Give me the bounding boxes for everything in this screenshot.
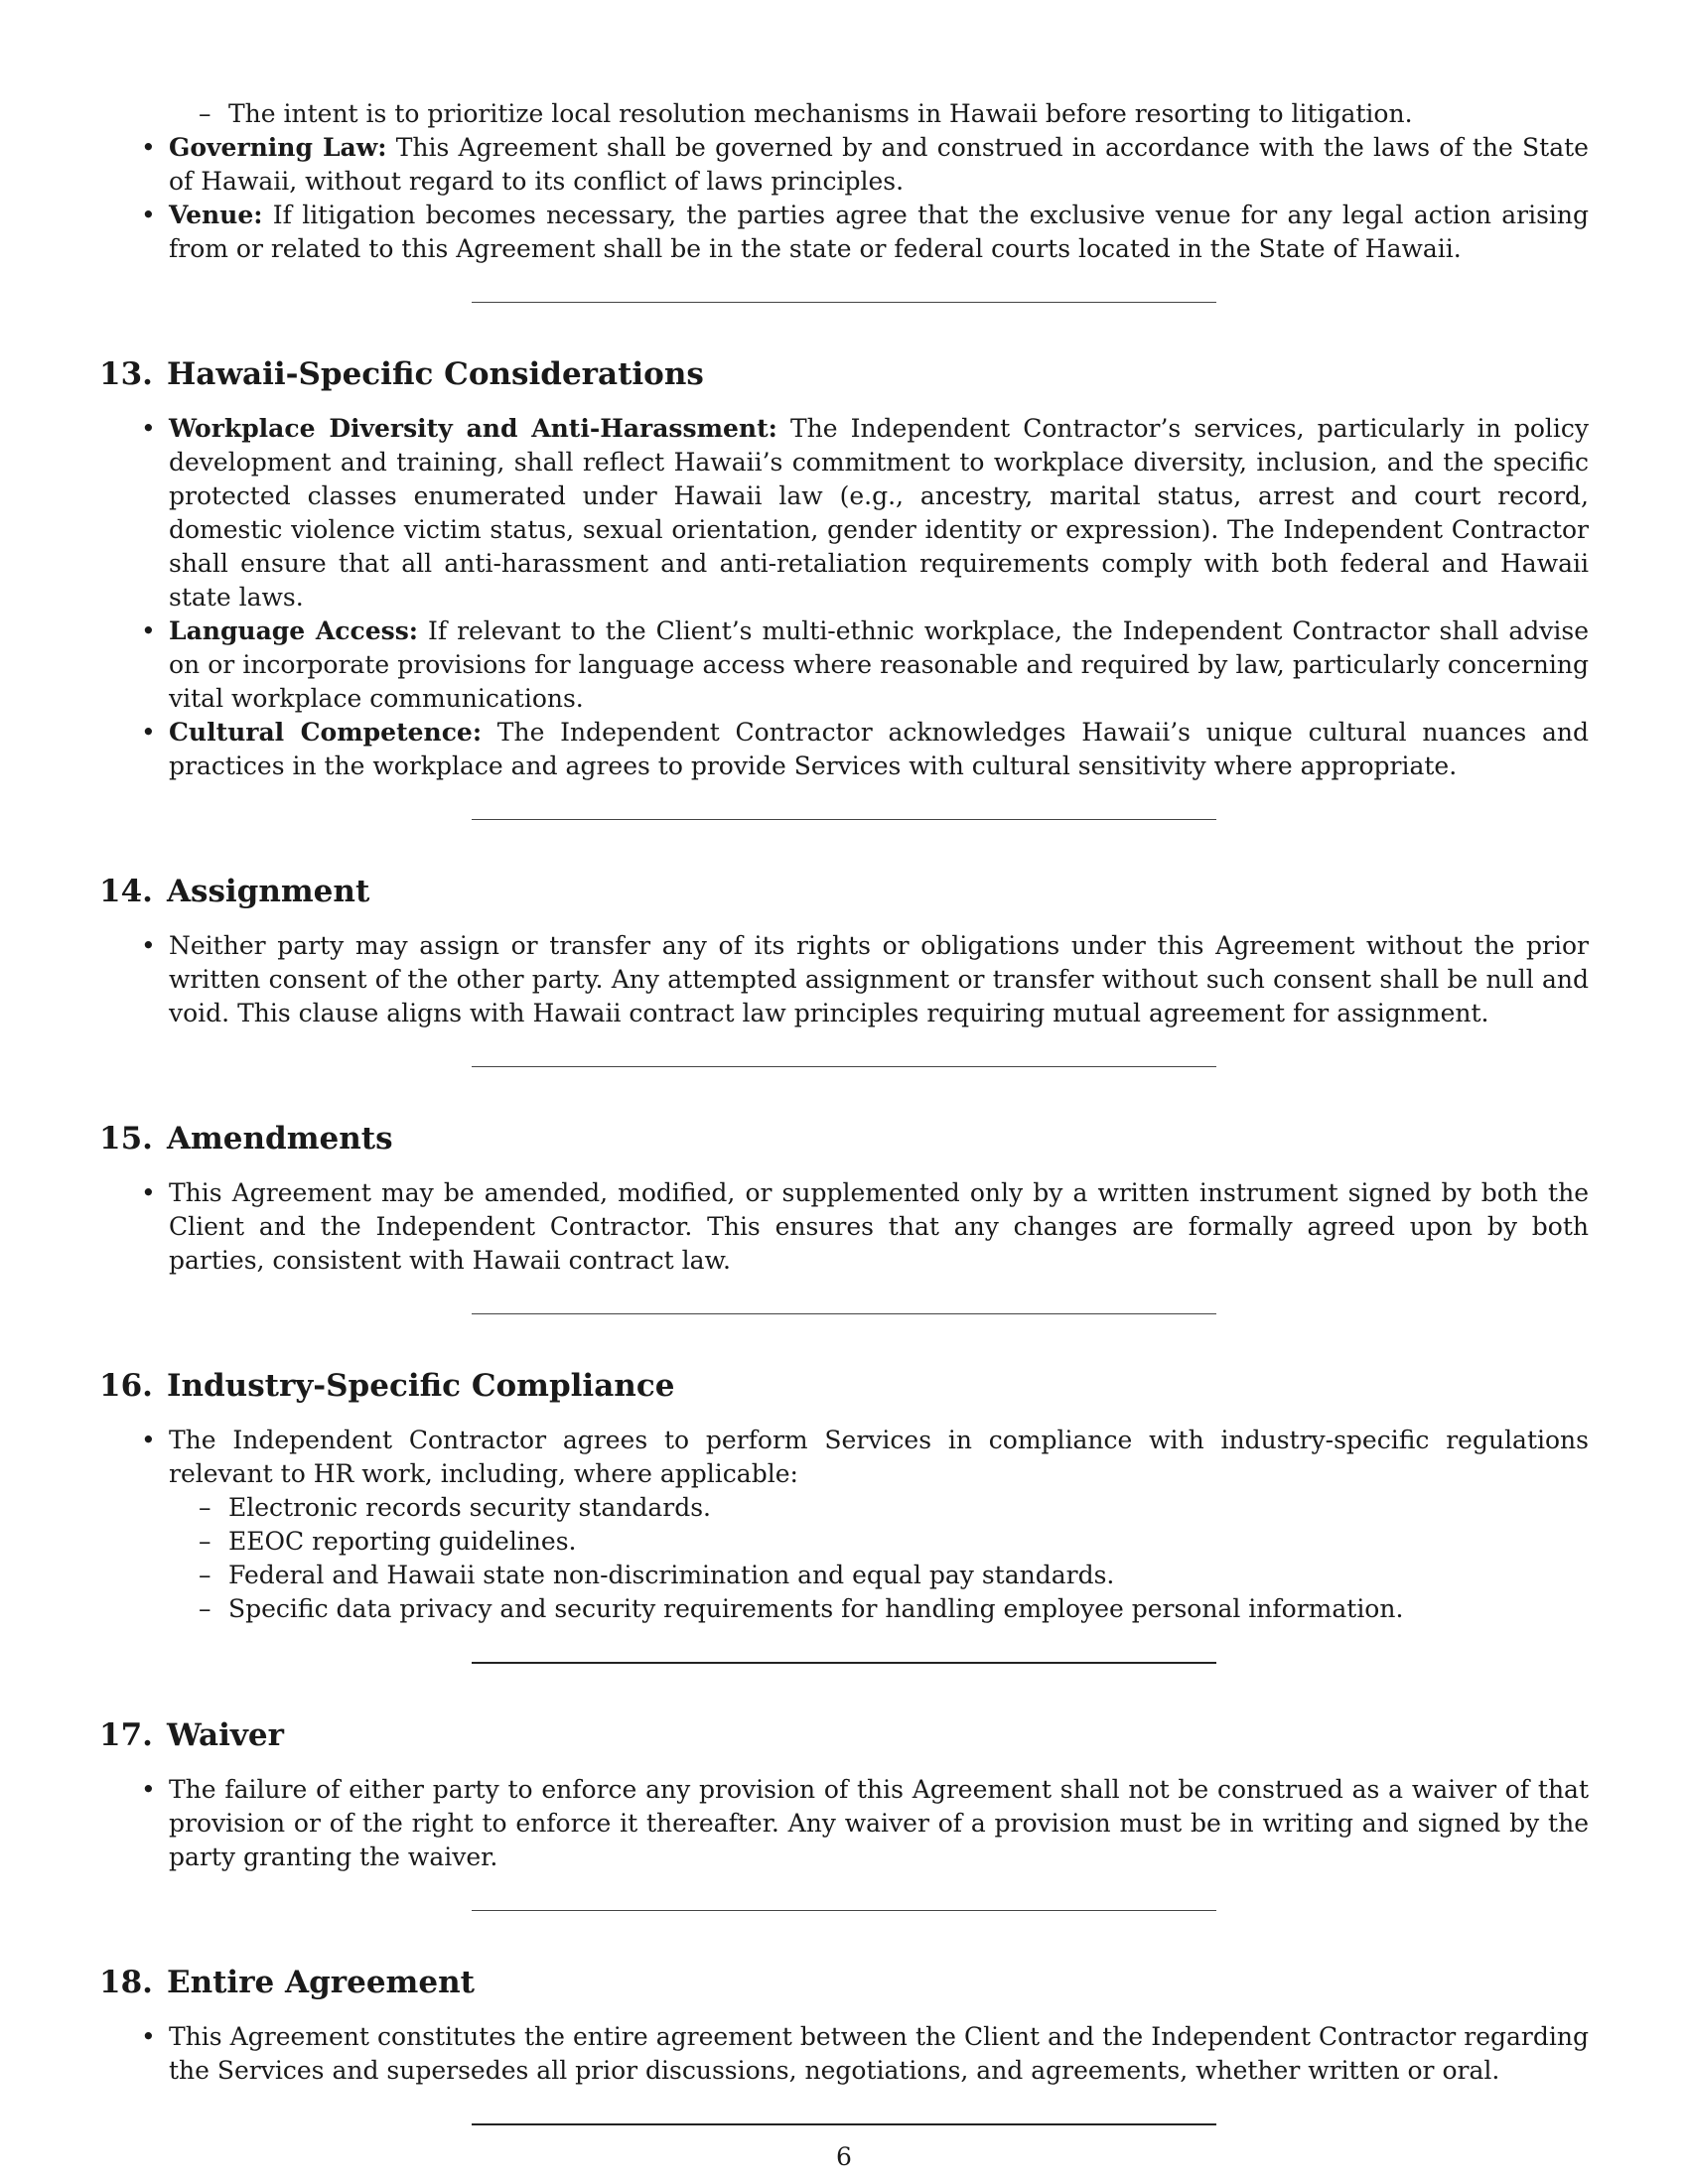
section-divider	[472, 819, 1216, 820]
section-heading-16	[99, 1366, 1589, 1406]
bullet-marker: •	[141, 201, 156, 229]
bullet-industry-compliance	[141, 1424, 1589, 1626]
sub-item	[199, 1592, 1589, 1626]
page-content	[99, 97, 1589, 2125]
section-title: Entire Agreement	[166, 1965, 475, 2000]
section-title: Hawaii-Specific Considerations	[166, 356, 704, 392]
section-divider	[472, 1066, 1216, 1067]
bullet-term: Cultural Competence:	[169, 718, 483, 747]
bullet-list	[99, 412, 1589, 783]
bullet-text: The Independent Contractor acknowledges Hawaii’s unique cultural nuances and practices in the workplace and agrees to provide Services with cultural sensitivity where appropriate.	[169, 718, 1589, 780]
sub-item	[199, 1559, 1589, 1592]
bullet-venue	[141, 199, 1589, 266]
section-number: 17.	[99, 1717, 153, 1753]
section-divider	[472, 1662, 1216, 1664]
sub-item-text: Federal and Hawaii state non-discrimination and equal pay standards.	[228, 1561, 1115, 1589]
bullet-language-access	[141, 614, 1589, 716]
page-number: 6	[836, 2142, 852, 2171]
section-title: Industry-Specific Compliance	[166, 1368, 675, 1404]
dash-marker: –	[199, 1561, 211, 1589]
dash-marker: –	[199, 1527, 211, 1556]
bullet-list	[99, 1176, 1589, 1278]
section-number: 18.	[99, 1965, 153, 2000]
sub-item-text: EEOC reporting guidelines.	[228, 1527, 577, 1556]
bullet-text: The Independent Contractor’s services, particularly in policy development and training, shall reflect Hawaii’s commitment to workplace diversity, inclusion, and the specific protected classes enumerated under Hawaii law (e.g., ancestry, marital status, arrest and court record, domestic violence victim status, sexual orientation, gender identity or expression). The Independent Contractor shall ensure that all anti-harassment and anti-retaliation requirements comply with both federal and Hawaii state laws.	[169, 414, 1590, 612]
bullet-list	[99, 1773, 1589, 1874]
bullet-text: This Agreement shall be governed by and construed in accordance with the laws of the State of Hawaii, without regard to its conflict of laws principles.	[169, 133, 1589, 196]
bullet-marker: •	[141, 2022, 156, 2051]
bullet-text: This Agreement constitutes the entire agreement between the Client and the Independent Contractor regarding the Services and supersedes all prior discussions, negotiations, and agreements, whether written or oral.	[169, 2022, 1589, 2085]
bullet-governing-law	[141, 131, 1589, 199]
sub-list	[169, 1491, 1589, 1626]
bullet-marker: •	[141, 718, 156, 747]
sub-item-text: Specific data privacy and security requirements for handling employee personal information.	[228, 1594, 1404, 1623]
bullet-workplace-diversity	[141, 412, 1590, 614]
section-heading-18	[99, 1963, 1589, 2002]
bullet-term: Venue:	[169, 201, 263, 229]
bullet-marker: •	[141, 931, 156, 960]
bullet-marker: •	[141, 133, 156, 162]
section-divider	[472, 1910, 1216, 1911]
bullet-text: The Independent Contractor agrees to perform Services in compliance with industry-specific regulations relevant to HR work, including, where applicable:	[169, 1426, 1589, 1488]
bullet-text: The failure of either party to enforce any provision of this Agreement shall not be construed as a waiver of that provision or of the right to enforce it thereafter. Any waiver of a provision must be in writing and signed by the party granting the waiver.	[169, 1775, 1589, 1871]
section-divider	[472, 302, 1216, 303]
sub-item-text: Electronic records security standards.	[228, 1493, 711, 1522]
bullet-assignment	[141, 929, 1589, 1030]
section-number: 13.	[99, 356, 153, 392]
bullet-term: Workplace Diversity and Anti-Harassment:	[169, 414, 777, 443]
bullet-entire-agreement	[141, 2020, 1589, 2088]
sub-item	[199, 97, 1589, 131]
section-heading-17	[99, 1715, 1589, 1755]
section-title: Waiver	[166, 1717, 284, 1753]
section-heading-15	[99, 1119, 1589, 1159]
bullet-amendments	[141, 1176, 1589, 1278]
bullet-marker: •	[141, 616, 156, 645]
bullet-text: If relevant to the Client’s multi-ethnic workplace, the Independent Contractor shall advise on or incorporate provisions for language access where reasonable and required by law, particularly concerning vital workplace communications.	[169, 616, 1589, 713]
section-title: Assignment	[166, 874, 370, 909]
bullet-list	[99, 929, 1589, 1030]
section-divider	[472, 2123, 1216, 2125]
sub-item	[199, 1525, 1589, 1559]
section-number: 15.	[99, 1121, 153, 1157]
bullet-term: Language Access:	[169, 616, 419, 645]
bullet-marker: •	[141, 414, 156, 443]
bullet-text: Neither party may assign or transfer any of its rights or obligations under this Agreement without the prior written consent of the other party. Any attempted assignment or transfer without such consent shall be null and void. This clause aligns with Hawaii contract law principles requiring mutual agreement for assignment.	[169, 931, 1589, 1027]
section-heading-14	[99, 872, 1589, 911]
bullet-list	[99, 131, 1589, 266]
bullet-marker: •	[141, 1426, 156, 1454]
bullet-text: This Agreement may be amended, modified, or supplemented only by a written instrument signed by both the Client and the Independent Contractor. This ensures that any changes are formally agreed upon by both parties, consistent with Hawaii contract law.	[169, 1178, 1589, 1275]
section-number: 14.	[99, 874, 153, 909]
section-divider	[472, 1313, 1216, 1314]
bullet-waiver	[141, 1773, 1589, 1874]
bullet-list	[99, 1424, 1589, 1626]
dash-marker: –	[199, 1493, 211, 1522]
bullet-marker: •	[141, 1775, 156, 1804]
dash-marker: –	[199, 1594, 211, 1623]
section-heading-13	[99, 354, 1589, 394]
bullet-cultural-competence	[141, 716, 1589, 783]
bullet-text: If litigation becomes necessary, the parties agree that the exclusive venue for any legal action arising from or related to this Agreement shall be in the state or federal courts located in the State of Hawaii.	[169, 201, 1589, 263]
sub-item-text: The intent is to prioritize local resolution mechanisms in Hawaii before resorting to litigation.	[228, 99, 1413, 128]
bullet-marker: •	[141, 1178, 156, 1207]
section-title: Amendments	[166, 1121, 393, 1157]
bullet-list	[99, 2020, 1589, 2088]
bullet-term: Governing Law:	[169, 133, 387, 162]
dash-marker: –	[199, 99, 211, 128]
sub-item	[199, 1491, 1589, 1525]
section-number: 16.	[99, 1368, 153, 1404]
